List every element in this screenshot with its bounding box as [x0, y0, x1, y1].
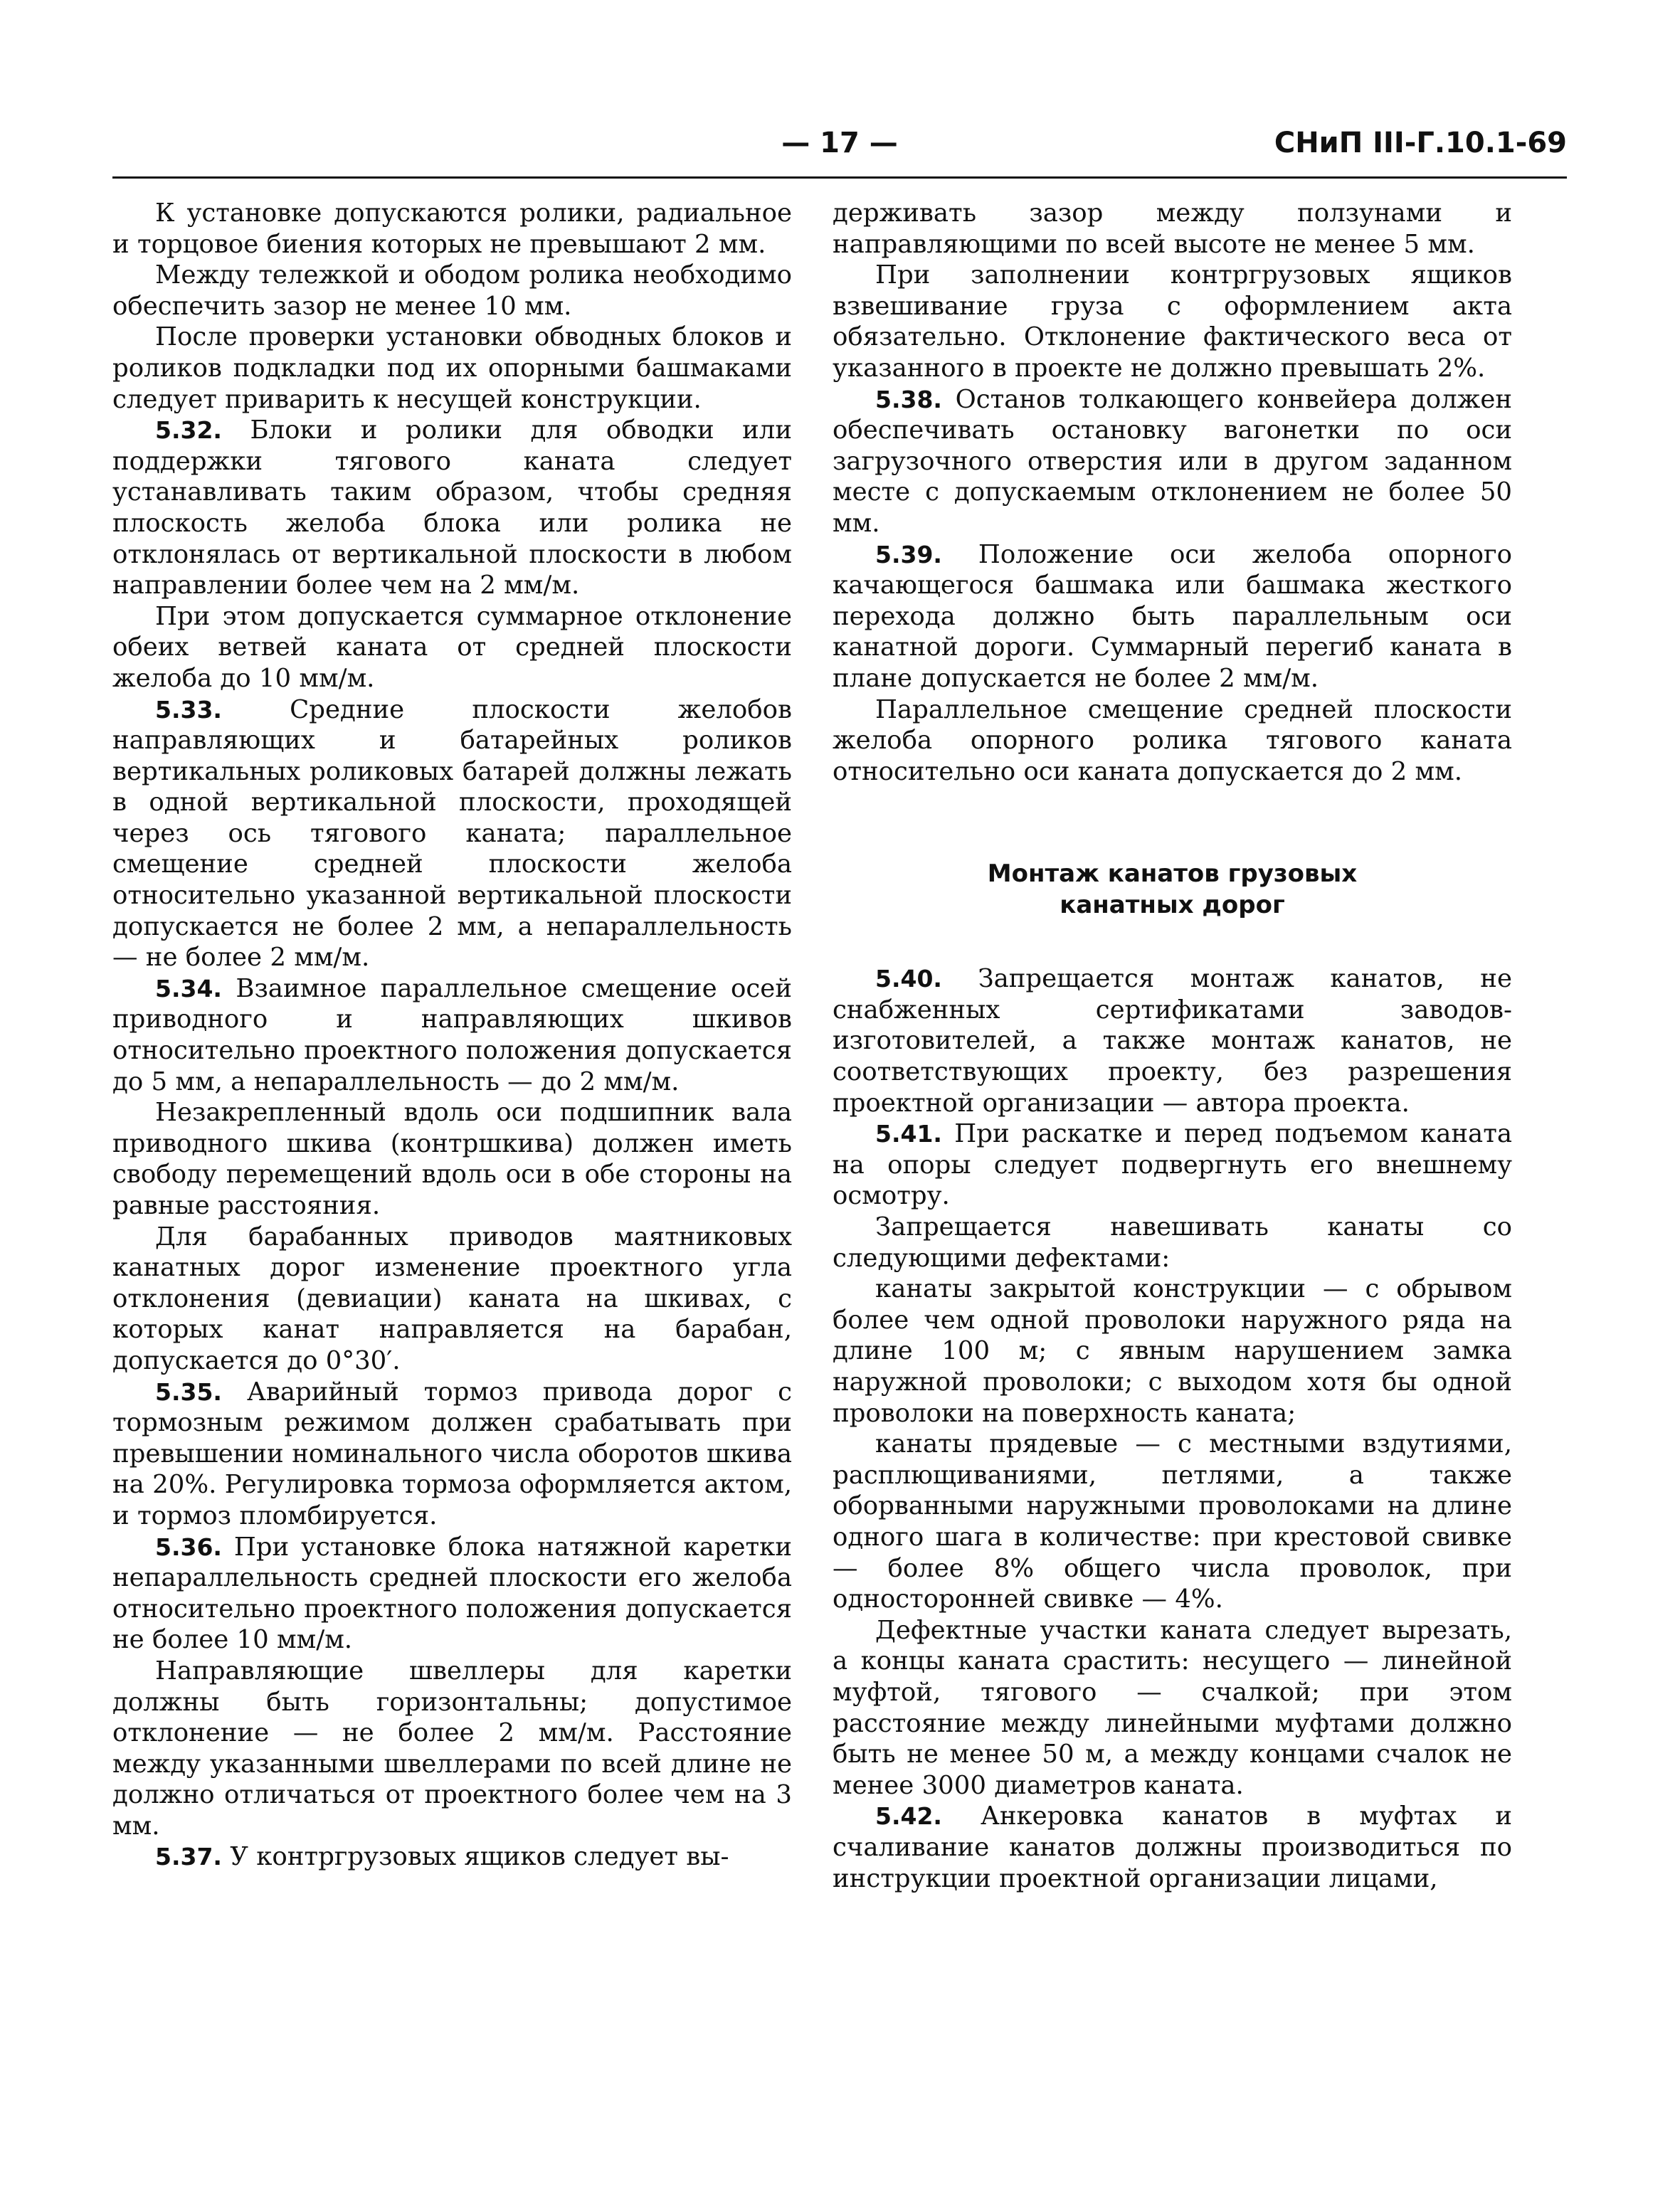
- paragraph-text: Незакрепленный вдоль оси подшипник вала приводного шкива (контршкива) должен иметь свободу перемещений вдоль оси в обе стороны на равные расстояния.: [112, 1098, 792, 1220]
- section-heading-line1: Монтаж канатов грузовых: [987, 859, 1358, 889]
- paragraph: [833, 260, 1512, 383]
- right-column-top: [833, 198, 1512, 787]
- clause-number: 5.40.: [875, 965, 942, 993]
- clause-number: 5.39.: [875, 540, 942, 568]
- paragraph: [833, 1118, 1512, 1212]
- paragraph: [833, 198, 1512, 260]
- paragraph: [112, 1377, 792, 1532]
- clause-number: 5.38.: [875, 385, 942, 413]
- paragraph: [833, 1274, 1512, 1429]
- clause-number: 5.42.: [875, 1802, 942, 1831]
- paragraph-text: При установке блока натяжной каретки непараллельность средней плоскости его желоба относительно проектного положения допускается не более 10 мм/м.: [112, 1532, 792, 1655]
- paragraph-text: держивать зазор между ползунами и направляющими по всей высоте не менее 5 мм.: [833, 199, 1512, 259]
- paragraph-text: Запрещается навешивать канаты со следующими дефектами:: [833, 1212, 1512, 1273]
- section-heading: [833, 858, 1512, 921]
- paragraph: [112, 694, 792, 973]
- clause-number: 5.33.: [155, 695, 222, 724]
- clause-number: 5.32.: [155, 416, 222, 445]
- section-heading-line2: канатных дорог: [1060, 891, 1285, 920]
- paragraph: [112, 322, 792, 415]
- paragraph-text: Останов толкающего конвейера должен обеспечивать остановку вагонетки по оси загрузочного отверстия или в другом заданном месте с допускаемым отклонением не более 50 мм.: [833, 384, 1512, 538]
- paragraph-text: При этом допускается суммарное отклонение обеих ветвей каната от средней плоскости желоба до 10 мм/м.: [112, 601, 792, 693]
- paragraph-text: Запрещается монтаж канатов, не снабженных сертификатами заводов-изготовителей, а также монтаж канатов, не соответствующих проекту, без разрешения проектной организации — автора проекта.: [833, 964, 1512, 1118]
- paragraph: [833, 1212, 1512, 1274]
- paragraph: [833, 1801, 1512, 1894]
- paragraph-text: У контргрузовых ящиков следует вы-: [230, 1842, 729, 1872]
- paragraph: [833, 1615, 1512, 1802]
- paragraph-text: Между тележкой и ободом ролика необходимо обеспечить зазор не менее 10 мм.: [112, 260, 792, 321]
- paragraph: [112, 1532, 792, 1656]
- paragraph: [112, 601, 792, 694]
- clause-number: 5.35.: [155, 1377, 222, 1406]
- paragraph: [112, 1097, 792, 1221]
- paragraph-text: При заполнении контргрузовых ящиков взвешивание груза с оформлением акта обязательно. Отклонение фактического веса от указанного в проекте не должно превышать 2%.: [833, 260, 1512, 383]
- paragraph-text: Аварийный тормоз привода дорог с тормозным режимом должен срабатывать при превышении номинального числа оборотов шкива на 20%. Регулировка тормоза оформляется актом, и тормоз пломбируется.: [112, 1377, 792, 1530]
- paragraph: [833, 963, 1512, 1118]
- paragraph-text: Для барабанных приводов маятниковых канатных дорог изменение проектного угла отклонения (девиации) каната на шкивах, с которых канат направляется на барабан, допускается до 0°30′.: [112, 1222, 792, 1375]
- paragraph-text: канаты закрытой конструкции — с обрывом более чем одной проволоки наружного ряда на длине 100 м; с явным нарушением замка наружной проволоки; с выходом хотя бы одной проволоки на поверхность каната;: [833, 1274, 1512, 1428]
- clause-number: 5.36.: [155, 1533, 222, 1561]
- paragraph: [833, 1429, 1512, 1615]
- left-column: [112, 198, 792, 1873]
- paragraph: [112, 1841, 792, 1873]
- paragraph-text: Направляющие швеллеры для каретки должны быть горизонтальны; допустимое отклонение — не более 2 мм/м. Расстояние между указанными швеллерами по всей длине не должно отличаться от проектного более чем на 3 мм.: [112, 1656, 792, 1841]
- paragraph: [112, 198, 792, 260]
- paragraph-text: Положение оси желоба опорного качающегося башмака или башмака жесткого перехода должно быть параллельным оси канатной дороги. Суммарный перегиб каната в плане допускается не более 2 мм/м.: [833, 539, 1512, 693]
- paragraph: [833, 694, 1512, 788]
- page-header: [112, 127, 1567, 176]
- paragraph: [112, 1222, 792, 1377]
- paragraph-text: Средние плоскости желобов направляющих и батарейных роликов вертикальных роликовых батарей должны лежать в одной вертикальной плоскости, проходящей через ось тягового каната; параллельное смещение средней плоскости желоба относительно указанной вертикальной плоскости допускается не более 2 мм, а непараллельность — не более 2 мм/м.: [112, 694, 792, 973]
- header-rule: [112, 176, 1567, 179]
- paragraph: [112, 415, 792, 601]
- right-column: [833, 198, 1512, 1894]
- paragraph: [833, 539, 1512, 694]
- paragraph-text: Взаимное параллельное смещение осей приводного и направляющих шкивов относительно проектного положения допускается до 5 мм, а непараллельность — до 2 мм/м.: [112, 973, 792, 1096]
- paragraph: [112, 260, 792, 322]
- clause-number: 5.37.: [155, 1843, 222, 1871]
- paragraph: [112, 973, 792, 1097]
- document-code: СНиП III-Г.10.1-69: [1274, 127, 1567, 159]
- clause-number: 5.41.: [875, 1120, 942, 1148]
- paragraph: [112, 1656, 792, 1842]
- paragraph: [833, 384, 1512, 539]
- paragraph-text: канаты прядевые — с местными вздутиями, расплющиваниями, петлями, а также оборванными наружными проволоками на длине одного шага в количестве: при крестовой свивке — более 8% общего числа проволок, при односторонней свивке — 4%.: [833, 1429, 1512, 1614]
- page-number: — 17 —: [781, 127, 898, 159]
- right-column-bottom: [833, 963, 1512, 1894]
- paragraph-text: При раскатке и перед подъемом каната на опоры следует подвергнуть его внешнему осмотру.: [833, 1119, 1512, 1211]
- paragraph-text: Блоки и ролики для обводки или поддержки тягового каната следует устанавливать таким образом, чтобы средняя плоскость желоба блока или ролика не отклонялась от вертикальной плоскости в любом направлении более чем на 2 мм/м.: [112, 416, 792, 601]
- clause-number: 5.34.: [155, 974, 222, 1002]
- paragraph-text: Дефектные участки каната следует вырезать, а концы каната срастить: несущего — линейной муфтой, тягового — счалкой; при этом расстояние между линейными муфтами должно быть не менее 50 м, а между концами счалок не менее 3000 диаметров каната.: [833, 1615, 1512, 1800]
- paragraph-text: К установке допускаются ролики, радиальное и торцовое биения которых не превышают 2 мм.: [112, 199, 792, 259]
- paragraph-text: Анкеровка канатов в муфтах и счаливание канатов должны производиться по инструкции проектной организации лицами,: [833, 1802, 1512, 1893]
- paragraph-text: После проверки установки обводных блоков и роликов подкладки под их опорными башмаками следует приварить к несущей конструкции.: [112, 322, 792, 414]
- paragraph-text: Параллельное смещение средней плоскости желоба опорного ролика тягового каната относительно оси каната допускается до 2 мм.: [833, 694, 1512, 786]
